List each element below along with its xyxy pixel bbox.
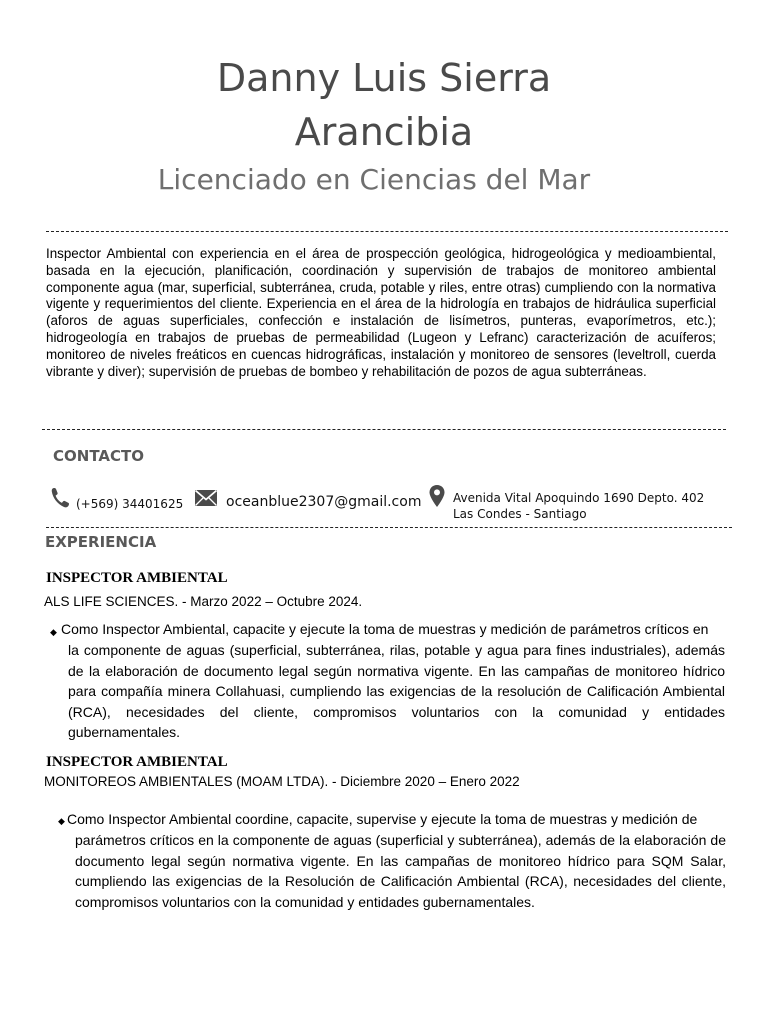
contact-email xyxy=(194,489,421,511)
job-1-bullet-first-line: Como Inspector Ambiental, capacite y ejecute la toma de muestras y medición de parámetros críticos en xyxy=(61,621,709,637)
job-1-company: ALS LIFE SCIENCES. - Marzo 2022 – Octubre 2024. xyxy=(44,594,363,609)
map-pin-icon xyxy=(428,484,446,512)
bullet-icon: ◆ xyxy=(58,817,65,827)
phone-icon xyxy=(50,487,70,513)
envelope-icon xyxy=(194,489,218,511)
job-2-title: INSPECTOR AMBIENTAL xyxy=(46,754,228,770)
phone-number: (+569) 34401625 xyxy=(76,497,184,511)
postal-address xyxy=(453,490,704,522)
job-2-company: MONITOREOS AMBIENTALES (MOAM LTDA). - Diciembre 2020 – Enero 2022 xyxy=(44,774,520,789)
professional-summary: Inspector Ambiental con experiencia en el área de prospección geológica, hidrogeológica y medioambiental, basada en la ejecución, planificación, coordinación y supervisión de trabajos de monitoreo ambiental componente agua (mar, superficial, subterránea, cruda, potable y riles, entre otras) cumpliendo con la normativa vigente y requerimientos del cliente. Experiencia en el área de la hidrología en trabajos de hidráulica superficial (aforos de aguas superficiales, confección e instalación de lisímetros, punteras, evaporímetros, etc.); hidrogeología en trabajos de pruebas de permeabilidad (Lugeon y Lefranc) caracterización de acuíferos; monitoreo de niveles freáticos en cuencas hidrográficas, instalación y monitoreo de sensores (leveltroll, cuerda vibrante y diver); supervisión de pruebas de bombeo y rehabilitación de pozos de agua subterráneas. xyxy=(46,246,716,379)
divider-top xyxy=(46,231,728,232)
name-line-1: Danny Luis Sierra xyxy=(216,56,552,100)
job-1-bullet-rest: la componente de aguas (superficial, subterránea, rilas, potable y agua para fines industriales), además de la elaboración de documento legal según normativa vigente. En las campañas de monitoreo hídrico para compañía minera Collahuasi, cumpliendo las exigencias de la resolución de Calificación Ambiental (RCA), necesidades del cliente, compromisos voluntarios con la comunidad y entidades gubernamentales. xyxy=(68,642,725,741)
bullet-icon: ◆ xyxy=(50,628,57,638)
profession-subtitle: Licenciado en Ciencias del Mar xyxy=(157,163,591,196)
job-2-bullet-rest: parámetros críticos en la componente de aguas (superficial y subterránea), además de la elaboración de documento legal según normativa vigente. En las campañas de monitoreo hídrico para SQM Salar, cumpliendo las exigencias de la Resolución de Calificación Ambiental (RCA), necesidades del cliente, compromisos voluntarios con la comunidad y entidades gubernamentales. xyxy=(75,832,726,910)
contact-location-pin xyxy=(428,484,446,512)
name-line-2: Arancibia xyxy=(294,110,474,154)
address-line-1: Avenida Vital Apoquindo 1690 Depto. 402 xyxy=(453,491,705,505)
email-address: oceanblue2307@gmail.com xyxy=(226,494,422,510)
divider-summary xyxy=(42,429,726,430)
address-line-2: Las Condes - Santiago xyxy=(453,507,587,521)
job-2-bullet-first-line: Como Inspector Ambiental coordine, capacite, supervise y ejecute la toma de muestras y medición de xyxy=(67,811,698,827)
job-1-title: INSPECTOR AMBIENTAL xyxy=(46,570,228,586)
divider-contact xyxy=(46,527,732,528)
experience-heading: EXPERIENCIA xyxy=(45,533,157,551)
contact-heading: CONTACTO xyxy=(53,447,144,465)
contact-phone xyxy=(50,487,183,513)
